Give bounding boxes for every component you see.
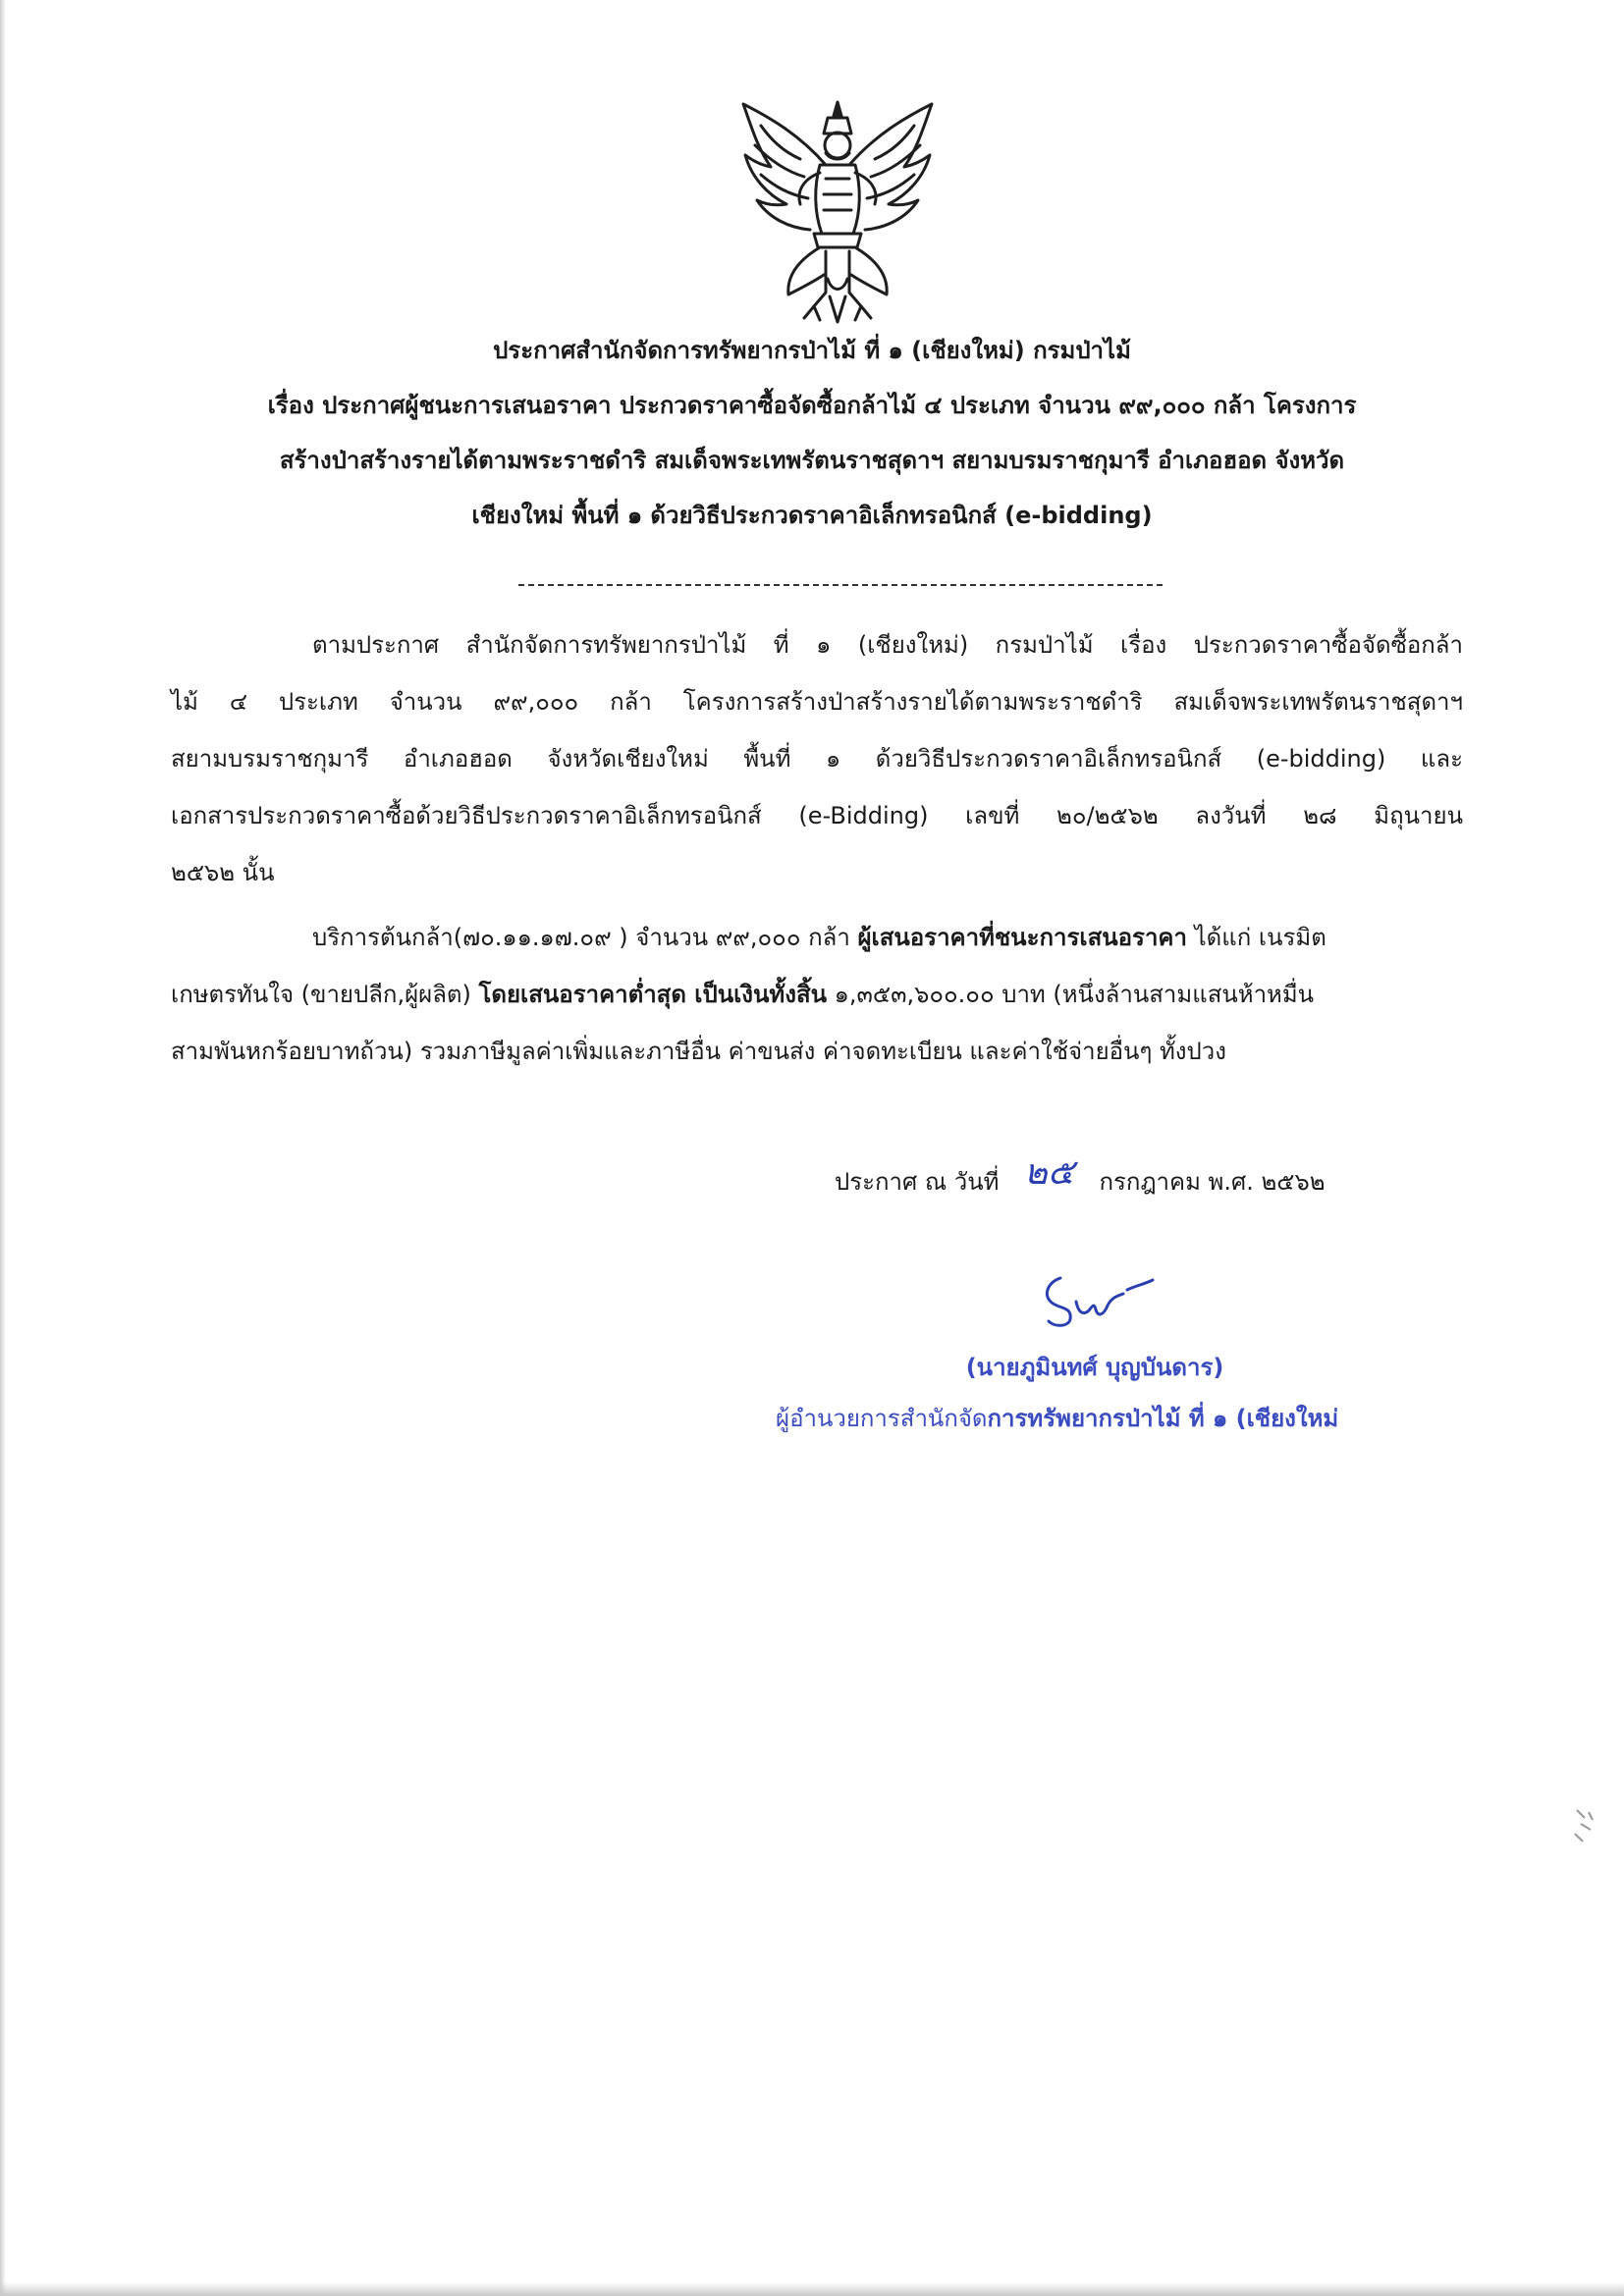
garuda-emblem-icon (731, 96, 944, 328)
signer-position (776, 1402, 1443, 1435)
winner-name-end: เกษตรทันใจ (ขายปลีก,ผู้ผลิต) (171, 981, 479, 1008)
announcement-heading: ประกาศสำนักจัดการทรัพยากรป่าไม้ ที่ ๑ (เชียงใหม่) กรมป่าไม้ (493, 337, 1131, 364)
scan-shadow-bottom (0, 2282, 1624, 2296)
signer-position-end: การทรัพยากรป่าไม้ ที่ ๑ (เชียงใหม่ (987, 1405, 1339, 1432)
date-prefix: ประกาศ ณ วันที่ (835, 1168, 1000, 1196)
subject-line-1: เรื่อง ประกาศผู้ชนะการเสนอราคา ประกวดราคาซื้อจัดซื้อกล้าไม้ ๔ ประเภท จำนวน ๙๙,๐๐๐ กล้า โครงการ (267, 392, 1357, 419)
scan-shadow-left (0, 0, 6, 2296)
handwritten-signature (1033, 1272, 1157, 1329)
service-item-text: บริการต้นกล้า(๗๐.๑๑.๑๗.๐๙ ) จำนวน ๙๙,๐๐๐ กล้า (312, 924, 858, 951)
winning-bidder-label: ผู้เสนอราคาที่ชนะการเสนอราคา (857, 924, 1187, 951)
paragraph-1-line-1: ตามประกาศ สำนักจัดการทรัพยากรป่าไม้ ที่ ๑ (เชียงใหม่) กรมป่าไม้ เรื่อง ประกวดราคาซื้อจัดซื้อกล้า (312, 631, 1463, 659)
paragraph-2-line-2 (171, 978, 1463, 1011)
subject-line-3: เชียงใหม่ พื้นที่ ๑ ด้วยวิธีประกวดราคาอิเล็กทรอนิกส์ (e-bidding) (471, 502, 1153, 529)
handwritten-day: ๒๕ (1023, 1152, 1074, 1193)
scan-speck (1571, 1804, 1597, 1847)
paragraph-1-line-2: ไม้ ๔ ประเภท จำนวน ๙๙,๐๐๐ กล้า โครงการสร้างป่าสร้างรายได้ตามพระราชดำริ สมเด็จพระเทพรัตนราชสุดาฯ (171, 688, 1463, 716)
announcement-date (835, 1152, 1384, 1199)
signer-name: (นายภูมินทศ์ บุญบันดาร) (965, 1354, 1224, 1381)
signer-position-start: ผู้อำนวยการสำนักจัด (776, 1405, 988, 1432)
lowest-bid-label: โดยเสนอราคาต่ำสุด เป็นเงินทั้งสิ้น (478, 981, 828, 1008)
paragraph-2-line-3: สามพันหกร้อยบาทถ้วน) รวมภาษีมูลค่าเพิ่มและภาษีอื่น ค่าขนส่ง ค่าจดทะเบียน และค่าใช้จ่ายอื่นๆ ทั้งปวง (171, 1038, 1226, 1065)
paragraph-1-line-4: เอกสารประกวดราคาซื้อด้วยวิธีประกวดราคาอิเล็กทรอนิกส์ (e-Bidding) เลขที่ ๒๐/๒๕๖๒ ลงวันที่ ๒๘ มิถุนายน (171, 802, 1463, 829)
date-month-year: กรกฎาคม พ.ศ. ๒๕๖๒ (1099, 1168, 1326, 1196)
title-divider (518, 584, 1163, 586)
bid-amount: ๑,๓๕๓,๖๐๐.๐๐ บาท (หนึ่งล้านสามแสนห้าหมื่น (827, 981, 1315, 1008)
paragraph-1-line-3: สยามบรมราชกุมารี อำเภอฮอด จังหวัดเชียงใหม่ พื้นที่ ๑ ด้วยวิธีประกวดราคาอิเล็กทรอนิกส์ (e-bidding) และ (171, 745, 1463, 773)
paragraph-2-line-1 (312, 921, 1463, 954)
subject-line-2: สร้างป่าสร้างรายได้ตามพระราชดำริ สมเด็จพระเทพรัตนราชสุดาฯ สยามบรมราชกุมารี อำเภอฮอด จังหวัด (279, 447, 1345, 474)
winner-name-start: ได้แก่ เนรมิต (1186, 924, 1326, 951)
paragraph-1-line-5: ๒๕๖๒ นั้น (171, 859, 275, 886)
